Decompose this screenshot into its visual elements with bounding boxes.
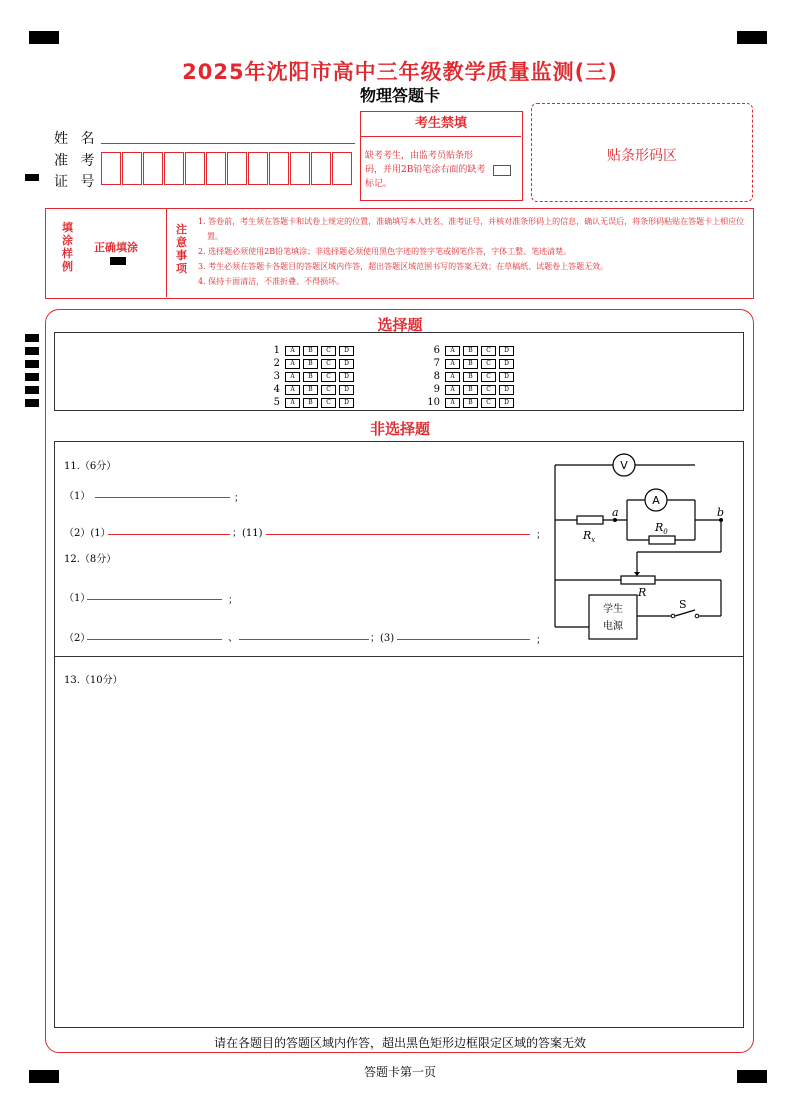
- q12-part1-label: （1）: [64, 593, 91, 604]
- timing-mark: [25, 360, 39, 368]
- choice-column-right: [424, 344, 517, 409]
- choice-row: [424, 396, 517, 409]
- page-subtitle: 物理答题卡: [359, 86, 440, 105]
- option-c[interactable]: C: [481, 346, 496, 356]
- choice-row: [424, 357, 517, 370]
- rheostat-label: R: [638, 586, 647, 599]
- option-d[interactable]: D: [499, 372, 514, 382]
- registration-mark-top-left: [29, 31, 59, 44]
- answer-area-warning: 请在各题目的答题区域内作答，超出黑色矩形边框限定区域的答案无效: [213, 1036, 586, 1050]
- q11-part1-answer-line[interactable]: [95, 497, 230, 498]
- q12-part2-separator: 、: [228, 633, 238, 644]
- option-d[interactable]: D: [499, 346, 514, 356]
- timing-mark: [25, 373, 39, 381]
- option-c[interactable]: C: [481, 359, 496, 369]
- option-c[interactable]: C: [481, 385, 496, 395]
- choice-row: [264, 344, 357, 357]
- question-number: 10: [427, 397, 440, 408]
- option-a[interactable]: A: [445, 359, 460, 369]
- barcode-label: 贴条形码区: [607, 148, 677, 164]
- id-digit-box[interactable]: [101, 152, 121, 185]
- id-digit-box[interactable]: [227, 152, 247, 185]
- option-a[interactable]: A: [285, 359, 300, 369]
- id-digit-box[interactable]: [332, 152, 352, 185]
- q12-part2-answer-line-a[interactable]: [87, 639, 222, 640]
- option-a[interactable]: A: [285, 385, 300, 395]
- option-b[interactable]: B: [303, 385, 318, 395]
- page-title: 2025年沈阳市高中三年级教学质量监测(三): [182, 60, 618, 84]
- instructions-box: [45, 208, 754, 299]
- option-d[interactable]: D: [339, 359, 354, 369]
- option-a[interactable]: A: [285, 398, 300, 408]
- q11-part1-label: （1）: [64, 491, 91, 502]
- id-digit-box[interactable]: [248, 152, 268, 185]
- q12-part2-label: （2）: [64, 633, 91, 644]
- option-a[interactable]: A: [445, 385, 460, 395]
- power-source-label-2: 电源: [603, 621, 623, 632]
- rx-label: $R_x$: [583, 529, 596, 544]
- option-a[interactable]: A: [445, 398, 460, 408]
- question-number: 9: [433, 384, 440, 395]
- q11-part2-ii-label: ；(11): [232, 528, 263, 539]
- page-footer: 答题卡第一页: [363, 1065, 436, 1079]
- option-b[interactable]: B: [463, 346, 478, 356]
- choice-column-left: [264, 344, 357, 409]
- choice-row: [424, 370, 517, 383]
- question-number: 2: [273, 358, 280, 369]
- option-a[interactable]: A: [445, 372, 460, 382]
- q11-part1-end: ；: [234, 493, 244, 504]
- q12-part1-answer-line[interactable]: [87, 599, 222, 600]
- option-d[interactable]: D: [339, 398, 354, 408]
- power-source-label-1: 学生: [603, 604, 623, 615]
- q12-part2-answer-line-b[interactable]: [239, 639, 369, 640]
- r0-label: $R_0$: [655, 521, 668, 536]
- option-d[interactable]: D: [339, 385, 354, 395]
- option-d[interactable]: D: [499, 398, 514, 408]
- option-b[interactable]: B: [463, 385, 478, 395]
- id-digit-box[interactable]: [122, 152, 142, 185]
- barcode-area: [531, 103, 753, 202]
- option-a[interactable]: A: [285, 372, 300, 382]
- option-c[interactable]: C: [321, 346, 336, 356]
- option-a[interactable]: A: [445, 346, 460, 356]
- ammeter-label: A: [652, 494, 660, 507]
- option-c[interactable]: C: [321, 398, 336, 408]
- choice-row: [264, 396, 357, 409]
- q12-label: 12.（8分）: [64, 554, 117, 565]
- option-b[interactable]: B: [463, 372, 478, 382]
- question-number: 8: [433, 371, 440, 382]
- question-number: 1: [273, 345, 280, 356]
- timing-mark: [25, 347, 39, 355]
- answer-box-q13[interactable]: [54, 657, 744, 1028]
- q11-part2-i-answer-line[interactable]: [108, 534, 230, 535]
- choice-row: [264, 383, 357, 396]
- nonchoice-section-title: 非选择题: [369, 420, 430, 438]
- circuit-diagram: [545, 452, 740, 652]
- option-b[interactable]: B: [303, 398, 318, 408]
- notes-label: 注意事项: [176, 223, 187, 275]
- id-digit-box[interactable]: [164, 152, 184, 185]
- option-c[interactable]: C: [481, 372, 496, 382]
- option-a[interactable]: A: [285, 346, 300, 356]
- name-label: 姓 名: [54, 131, 99, 147]
- id-digit-box[interactable]: [185, 152, 205, 185]
- option-b[interactable]: B: [303, 346, 318, 356]
- q11-part2-ii-answer-line[interactable]: [266, 534, 530, 535]
- option-c[interactable]: C: [481, 398, 496, 408]
- q12-part1-end: ；: [228, 595, 238, 606]
- q12-part3-end: ；: [536, 635, 546, 646]
- timing-mark: [25, 334, 39, 342]
- instructions-divider: [166, 209, 167, 297]
- q13-label: 13.（10分）: [64, 675, 123, 686]
- note-item: 4. 保持卡面清洁，不准折叠、不得损坏。: [198, 277, 345, 286]
- name-field[interactable]: [101, 143, 355, 144]
- node-b-label: b: [717, 506, 725, 519]
- registration-mark-top-right: [737, 31, 767, 44]
- choice-row: [424, 383, 517, 396]
- note-item: 1. 答卷前，考生须在答题卡和试卷上规定的位置，准确填写本人姓名、准考证号，并核对准条形码上的信息，确认无误后，将条形码粘贴在答题卡上相应位置。: [198, 217, 745, 241]
- q12-part3-label: ；(3): [370, 633, 395, 644]
- timing-mark: [25, 174, 39, 181]
- choice-row: [264, 370, 357, 383]
- q11-part2-end: ；: [536, 530, 546, 541]
- q11-label: 11.（6分）: [64, 461, 117, 472]
- timing-mark: [25, 386, 39, 394]
- note-item: 2. 选择题必须使用2B铅笔填涂；非选择题必须使用黑色字迹的签字笔或钢笔作答，字体工整、笔迹清楚。: [198, 247, 572, 256]
- id-digit-box[interactable]: [269, 152, 289, 185]
- absent-instructions: 缺考考生，由监考员贴条形码，并用2B铅笔涂右面的缺考标记。: [365, 151, 486, 189]
- option-b[interactable]: B: [463, 359, 478, 369]
- correct-fill-sample: [110, 257, 126, 265]
- absent-title: 考生禁填: [361, 112, 521, 137]
- absent-mark-box[interactable]: [493, 165, 511, 176]
- option-d[interactable]: D: [499, 385, 514, 395]
- switch-label: S: [679, 598, 687, 611]
- option-d[interactable]: D: [499, 359, 514, 369]
- id-digit-box[interactable]: [311, 152, 331, 185]
- q11-part2-label: （2）(1）: [64, 528, 111, 539]
- id-label-line2: 证 号: [54, 174, 99, 190]
- q12-part3-answer-line[interactable]: [397, 639, 530, 640]
- absent-box: [360, 111, 523, 201]
- option-b[interactable]: B: [303, 359, 318, 369]
- id-digit-box[interactable]: [206, 152, 226, 185]
- choice-section-title: 选择题: [377, 316, 423, 334]
- note-item: 3. 考生必须在答题卡各题目的答题区域内作答，超出答题区域范围书写的答案无效；在草稿纸、试题卷上答题无效。: [198, 262, 609, 271]
- notes-list: [198, 214, 750, 289]
- question-number: 4: [273, 384, 280, 395]
- option-d[interactable]: D: [339, 372, 354, 382]
- choice-row: [424, 344, 517, 357]
- choice-box: [54, 332, 744, 411]
- choice-row: [264, 357, 357, 370]
- timing-mark: [25, 399, 39, 407]
- correct-fill-label: 正确填涂: [94, 241, 138, 254]
- id-label-line1: 准 考: [54, 153, 99, 169]
- option-c[interactable]: C: [321, 359, 336, 369]
- voltmeter-label: V: [620, 459, 628, 472]
- option-d[interactable]: D: [339, 346, 354, 356]
- question-number: 3: [273, 371, 280, 382]
- id-digit-box[interactable]: [143, 152, 163, 185]
- question-number: 7: [433, 358, 440, 369]
- question-number: 6: [433, 345, 440, 356]
- id-digit-box[interactable]: [290, 152, 310, 185]
- option-c[interactable]: C: [321, 372, 336, 382]
- question-number: 5: [273, 397, 280, 408]
- fill-example-label: 填涂样例: [62, 221, 73, 273]
- option-b[interactable]: B: [463, 398, 478, 408]
- option-c[interactable]: C: [321, 385, 336, 395]
- option-b[interactable]: B: [303, 372, 318, 382]
- node-a-label: a: [612, 506, 619, 519]
